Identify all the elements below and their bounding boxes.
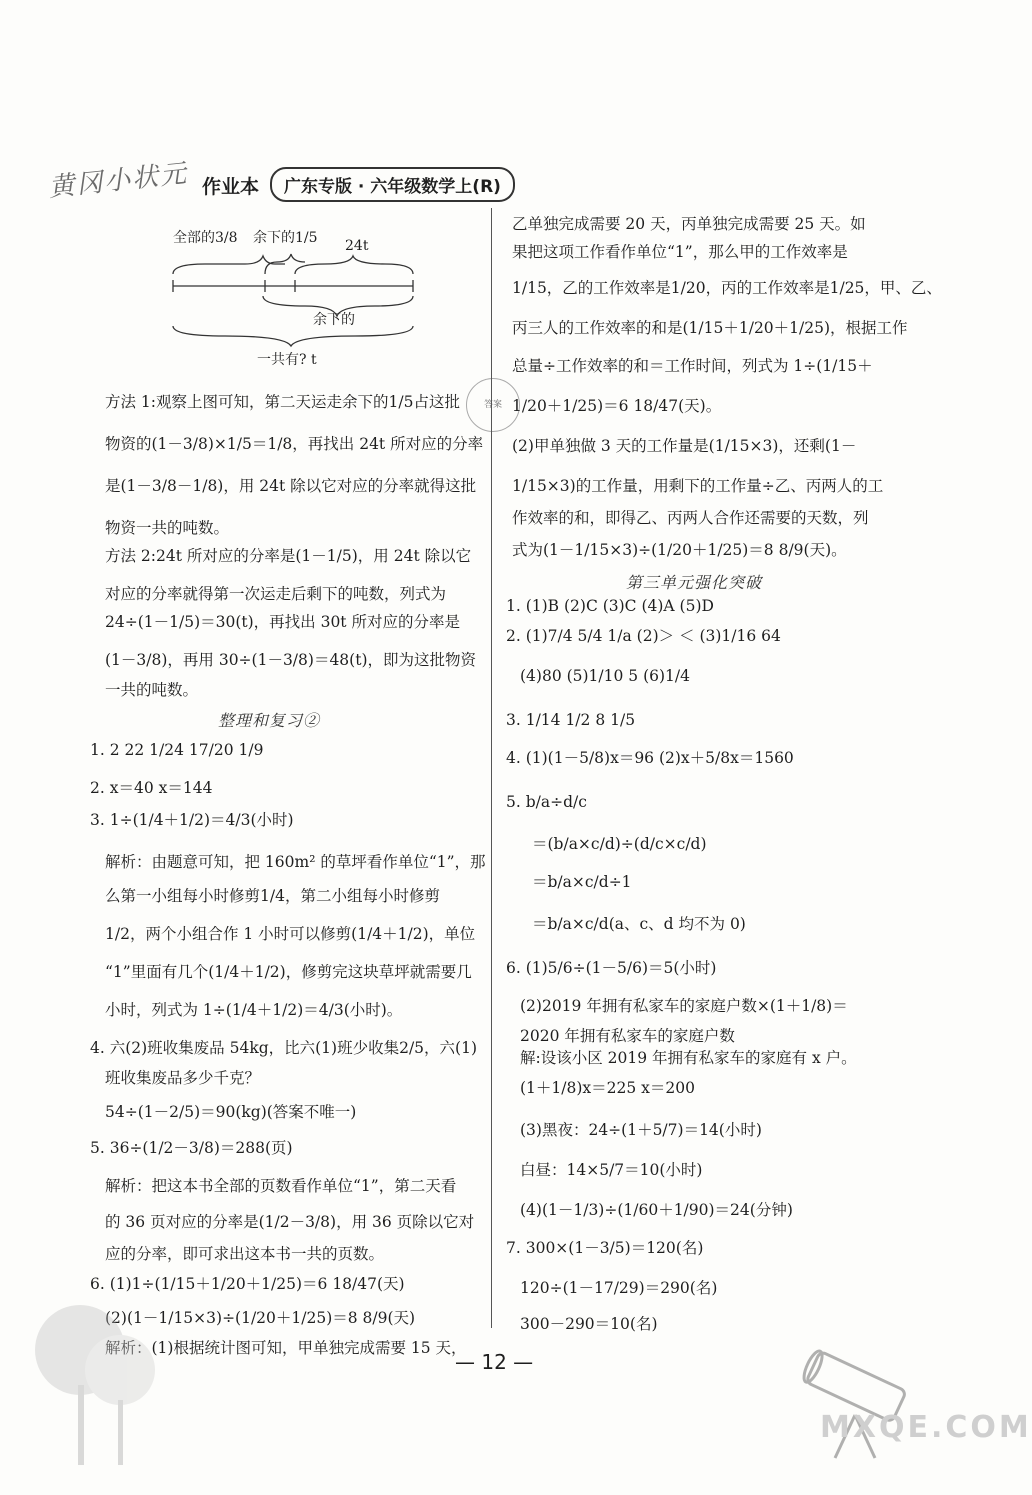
answer-line: 4. (1)(1－5/8)x＝96 (2)x＋5/8x＝1560	[506, 749, 794, 767]
answer-line: 300－290＝10(名)	[520, 1315, 658, 1333]
diagram-label-total: 一共有? t	[257, 352, 317, 368]
answer-line: 6. (1)5/6÷(1－5/6)＝5(小时)	[506, 959, 717, 977]
page-number: — 12 —	[455, 1350, 534, 1374]
text-line: (1－3/8)，再用 30÷(1－3/8)＝48(t)，即为这批物资	[105, 651, 476, 669]
column-divider	[491, 208, 492, 1328]
text-line: 作效率的和，即得乙、丙两人合作还需要的天数，列	[512, 509, 869, 527]
answer-line: (3)黑夜：24÷(1＋5/7)＝14(小时)	[520, 1121, 762, 1139]
text-line: 24÷(1－1/5)＝30(t)，再找出 30t 所对应的分率是	[105, 613, 460, 631]
answer-line: (1＋1/8)x＝225 x＝200	[520, 1079, 695, 1097]
watermark: MXQE.COM	[820, 1410, 1032, 1445]
answer-line: 5. b/a÷d/c	[506, 793, 587, 811]
answer-line: (4)80 (5)1/10 5 (6)1/4	[520, 667, 690, 685]
answer-line: 5. 36÷(1/2－3/8)＝288(页)	[90, 1139, 293, 1157]
text-line: 式为(1－1/15×3)÷(1/20＋1/25)＝8 8/9(天)。	[512, 541, 847, 559]
text-line: 物资一共的吨数。	[105, 519, 230, 537]
answer-line: 7. 300×(1－3/5)＝120(名)	[506, 1239, 704, 1257]
text-line: 1/20＋1/25)＝6 18/47(天)。	[512, 397, 722, 415]
answer-line: 3. 1÷(1/4＋1/2)＝4/3(小时)	[90, 811, 294, 829]
text-line: 一共的吨数。	[105, 681, 199, 699]
total-brace	[165, 322, 425, 352]
text-line: 总量÷工作效率的和＝工作时间，列式为 1÷(1/15＋	[512, 357, 873, 375]
text-line: (2)(1－1/15×3)÷(1/20＋1/25)＝8 8/9(天)	[105, 1309, 416, 1327]
answer-line: (2)2019 年拥有私家车的家庭户数×(1＋1/8)＝	[520, 997, 848, 1015]
diagram-label-three-eighths: 全部的3/8	[173, 230, 238, 246]
header-badge: 广东专版 · 六年级数学上(R)	[270, 167, 515, 202]
answer-line: ＝b/a×c/d÷1	[532, 873, 632, 891]
text-line: 小时，列式为 1÷(1/4＋1/2)＝4/3(小时)。	[105, 1001, 403, 1019]
tree-decoration-icon	[20, 1290, 170, 1470]
text-line: 乙单独完成需要 20 天，丙单独完成需要 25 天。如	[512, 215, 866, 233]
answer-line: 白昼：14×5/7＝10(小时)	[520, 1161, 703, 1179]
text-line: 解析：(1)根据统计图可知，甲单独完成需要 15 天，	[105, 1339, 467, 1357]
answer-line: 2. (1)7/4 5/4 1/a (2)＞ ＜ (3)1/16 64	[506, 627, 781, 645]
text-line: 方法 1:观察上图可知，第二天运走余下的1/5占这批	[105, 393, 460, 411]
answer-line: 1. 2 22 1/24 17/20 1/9	[90, 741, 264, 759]
text-line: “1”里面有几个(1/4＋1/2)，修剪完这块草坪就需要几	[105, 963, 472, 981]
answer-line: 4. 六(2)班收集废品 54kg，比六(1)班少收集2/5，六(1)	[90, 1039, 477, 1057]
answer-line: ＝(b/a×c/d)÷(d/c×c/d)	[532, 835, 707, 853]
brand-logo: 黄冈小状元	[47, 158, 190, 204]
segment-diagram	[165, 222, 425, 372]
answer-stamp: 答案	[466, 378, 520, 432]
section-heading-unit3: 第三单元强化突破	[626, 573, 763, 592]
answer-line: 2. x＝40 x＝144	[90, 779, 213, 797]
text-line: 应的分率，即可求出这本书一共的页数。	[105, 1245, 385, 1263]
text-line: 1/15，乙的工作效率是1/20，丙的工作效率是1/25，甲、乙、	[512, 279, 942, 297]
text-line: (2)甲单独做 3 天的工作量是(1/15×3)，还剩(1－	[512, 437, 857, 455]
text-line: 的 36 页对应的分率是(1/2－3/8)，用 36 页除以它对	[105, 1213, 475, 1231]
diagram-label-remaining: 余下的	[313, 312, 355, 328]
text-line: 么第一小组每小时修剪1/4，第二小组每小时修剪	[105, 887, 440, 905]
text-line: 1/15×3)的工作量，用剩下的工作量÷乙、丙两人的工	[512, 477, 884, 495]
text-line: 解析：把这本书全部的页数看作单位“1”，第二天看	[105, 1177, 457, 1195]
answer-line: 1. (1)B (2)C (3)C (4)A (5)D	[506, 597, 714, 615]
text-line: 1/2，两个小组合作 1 小时可以修剪(1/4＋1/2)，单位	[105, 925, 476, 943]
answer-line: 6. (1)1÷(1/15＋1/20＋1/25)＝6 18/47(天)	[90, 1275, 405, 1293]
text-line: 解析：由题意可知，把 160m² 的草坪看作单位“1”，那	[105, 853, 486, 871]
text-line: 54÷(1－2/5)＝90(kg)(答案不唯一)	[105, 1103, 357, 1121]
answer-line: ＝b/a×c/d(a、c、d 均不为 0)	[532, 915, 746, 933]
text-line: 是(1－3/8－1/8)，用 24t 除以它对应的分率就得这批	[105, 477, 477, 495]
text-line: 物资的(1－3/8)×1/5＝1/8，再找出 24t 所对应的分率	[105, 435, 484, 453]
answer-line: (4)(1－1/3)÷(1/60＋1/90)＝24(分钟)	[520, 1201, 793, 1219]
text-line: 班收集废品多少千克？	[105, 1069, 261, 1087]
answer-line: 3. 1/14 1/2 8 1/5	[506, 711, 636, 729]
answer-line: 120÷(1－17/29)＝290(名)	[520, 1279, 718, 1297]
text-line: 对应的分率就得第一次运走后剩下的吨数，列式为	[105, 585, 447, 603]
text-line: 方法 2:24t 所对应的分率是(1－1/5)，用 24t 除以它	[105, 547, 472, 565]
text-line: 果把这项工作看作单位“1”，那么甲的工作效率是	[512, 243, 848, 261]
text-line: 丙三人的工作效率的和是(1/15＋1/20＋1/25)，根据工作	[512, 319, 908, 337]
header-title: 作业本	[202, 176, 260, 198]
diagram-label-24t: 24t	[345, 238, 369, 254]
section-heading-review: 整理和复习②	[218, 711, 321, 730]
answer-line: 解:设该小区 2019 年拥有私家车的家庭有 x 户。	[520, 1049, 857, 1067]
diagram-label-one-fifth: 余下的1/5	[253, 230, 318, 246]
answer-line: 2020 年拥有私家车的家庭户数	[520, 1027, 735, 1045]
